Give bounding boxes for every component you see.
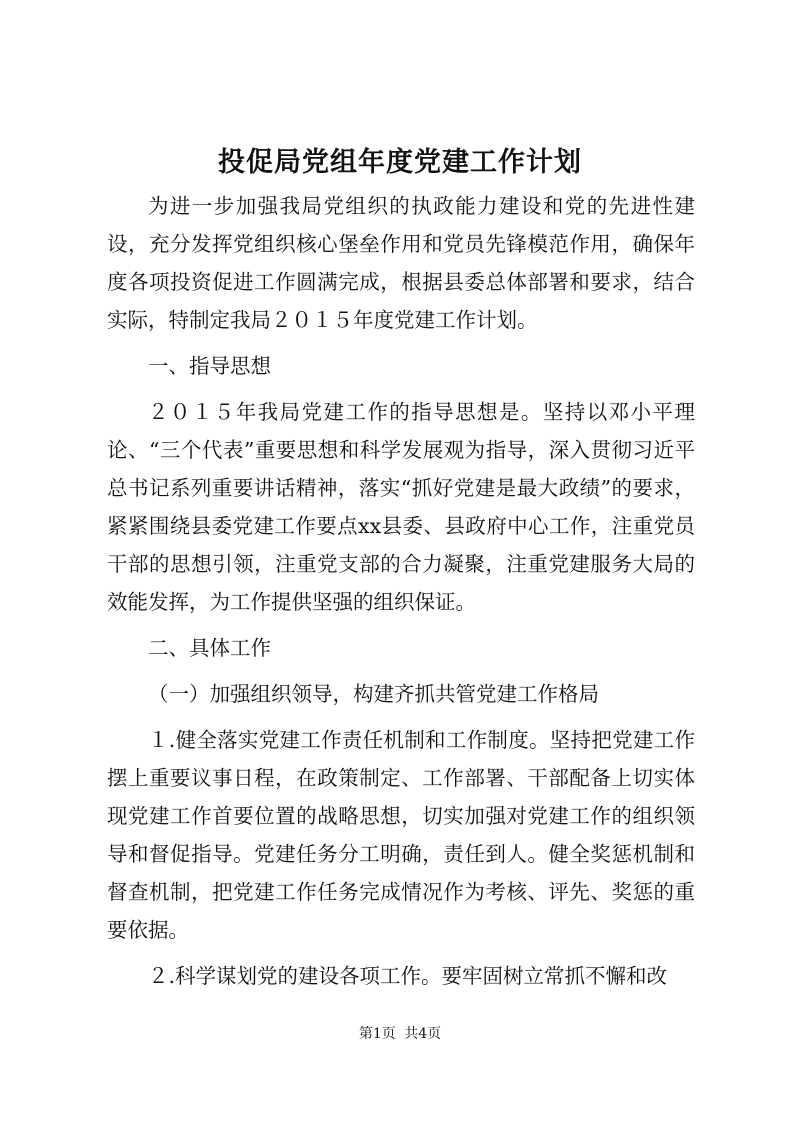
page-number: 第1页 (358, 1026, 396, 1042)
page-footer (0, 1023, 800, 1043)
document-title: 投促局党组年度党建工作计划 (218, 147, 582, 178)
section-heading-guiding-thought: 一、指导思想 (148, 354, 271, 378)
item-2-paragraph: ２.科学谋划党的建设各项工作。要牢固树立常抓不懈和改 (148, 964, 668, 988)
document-body (107, 187, 695, 1003)
item-1-paragraph: １.健全落实党建工作责任机制和工作制度。坚持把党建工作摆上重要议事日程，在政策制定、工作部署、干部配备上切实体现党建工作首要位置的战略思想，切实加强对党建工作的组织领导和督促指导。党建任务分工明确，责任到人。健全奖惩机制和督查机制，把党建工作任务完成情况作为考核、评先、奖惩的重要依据。 (107, 728, 695, 942)
guiding-thought-paragraph: ２０１５年我局党建工作的指导思想是。坚持以邓小平理论、“三个代表”重要思想和科学发展观为指导，深入贯彻习近平总书记系列重要讲话精神，落实“抓好党建是最大政绩”的要求，紧紧围绕县委党建工作要点xx县委、县政府中心工作，注重党员干部的思想引领，注重党支部的合力凝聚，注重党建服务大局的效能发挥，为工作提供坚强的组织保证。 (107, 400, 695, 614)
section-heading-specific-work: 二、具体工作 (148, 636, 271, 660)
subsection-heading-organization: （一）加强组织领导，构建齐抓共管党建工作格局 (148, 682, 599, 706)
intro-paragraph: 为进一步加强我局党组织的执政能力建设和党的先进性建设，充分发挥党组织核心堡垒作用和党员先锋模范作用，确保年度各项投资促进工作圆满完成，根据县委总体部署和要求，结合实际，特制定我局２０１５年度党建工作计划。 (107, 194, 695, 332)
page-total: 共4页 (404, 1026, 442, 1042)
